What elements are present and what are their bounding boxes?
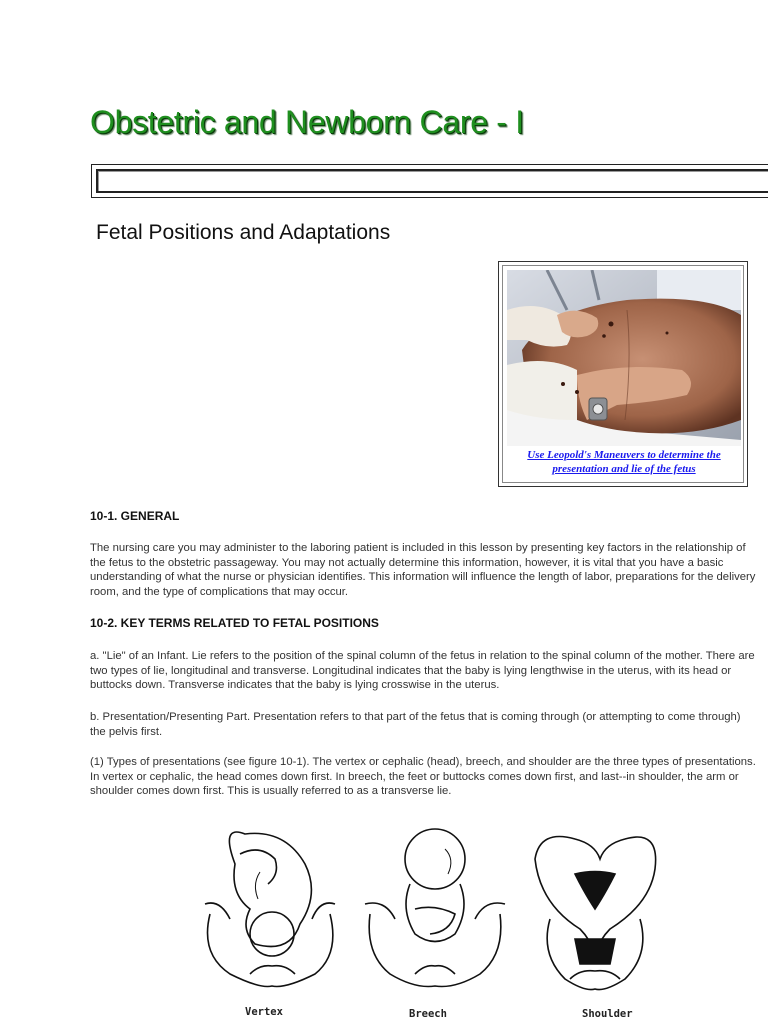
paragraph-lie: a. "Lie" of an Infant. Lie refers to the position of the spinal column of the fetus in relation to the spinal column of the mother. There are two types of lie, longitudinal and transverse. Longitudinal indicates that the baby is lying lengthwise in the uterus, with its head or buttocks down. Transverse indicates that the baby is lying crosswise in the uterus. xyxy=(90,650,755,692)
section-heading-key-terms: 10-2. KEY TERMS RELATED TO FETAL POSITIONS xyxy=(90,616,379,630)
document-title: Obstetric and Newborn Care - I xyxy=(90,104,524,140)
section-heading-general: 10-1. GENERAL xyxy=(90,509,180,523)
section-subtitle: Fetal Positions and Adaptations xyxy=(96,221,391,244)
fetal-presentations-figure xyxy=(190,814,660,1024)
paragraph-types-of-presentations: (1) Types of presentations (see figure 10-1). The vertex or cephalic (head), breech, and shoulder are the three types of presentations. In vertex or cephalic, the head comes down first. In breech, the feet or buttocks comes down first, and last--in shoulder, the arm or shoulder comes down first. This is usually referred to as a transverse lie. xyxy=(90,756,756,798)
figure-label-vertex: Vertex xyxy=(245,1006,283,1018)
paragraph-presentation: b. Presentation/Presenting Part. Presentation refers to that part of the fetus that is coming through (or attempting to come through) the pelvis first. xyxy=(90,711,741,738)
paragraph-general: The nursing care you may administer to the laboring patient is included in this lesson by presenting key factors in the relationship of the fetus to the obstetric passageway. You may not actually determine this information, however, it is vital that you have a basic understanding of what the nurse or physician identifies. This information will influence the length of labor, preparations for the delivery room, and the type of complications that may occur. xyxy=(90,542,756,598)
vertex-illustration xyxy=(205,832,335,987)
figure-label-breech: Breech xyxy=(409,1008,447,1020)
breech-illustration xyxy=(365,829,505,987)
shoulder-illustration xyxy=(535,837,656,990)
decorative-rule xyxy=(96,169,768,193)
leopold-maneuvers-photo xyxy=(507,270,741,446)
figure-label-shoulder: Shoulder xyxy=(582,1008,633,1020)
photo-caption-link[interactable]: Use Leopold's Maneuvers to determine the presentation and lie of the fetus xyxy=(527,449,721,475)
